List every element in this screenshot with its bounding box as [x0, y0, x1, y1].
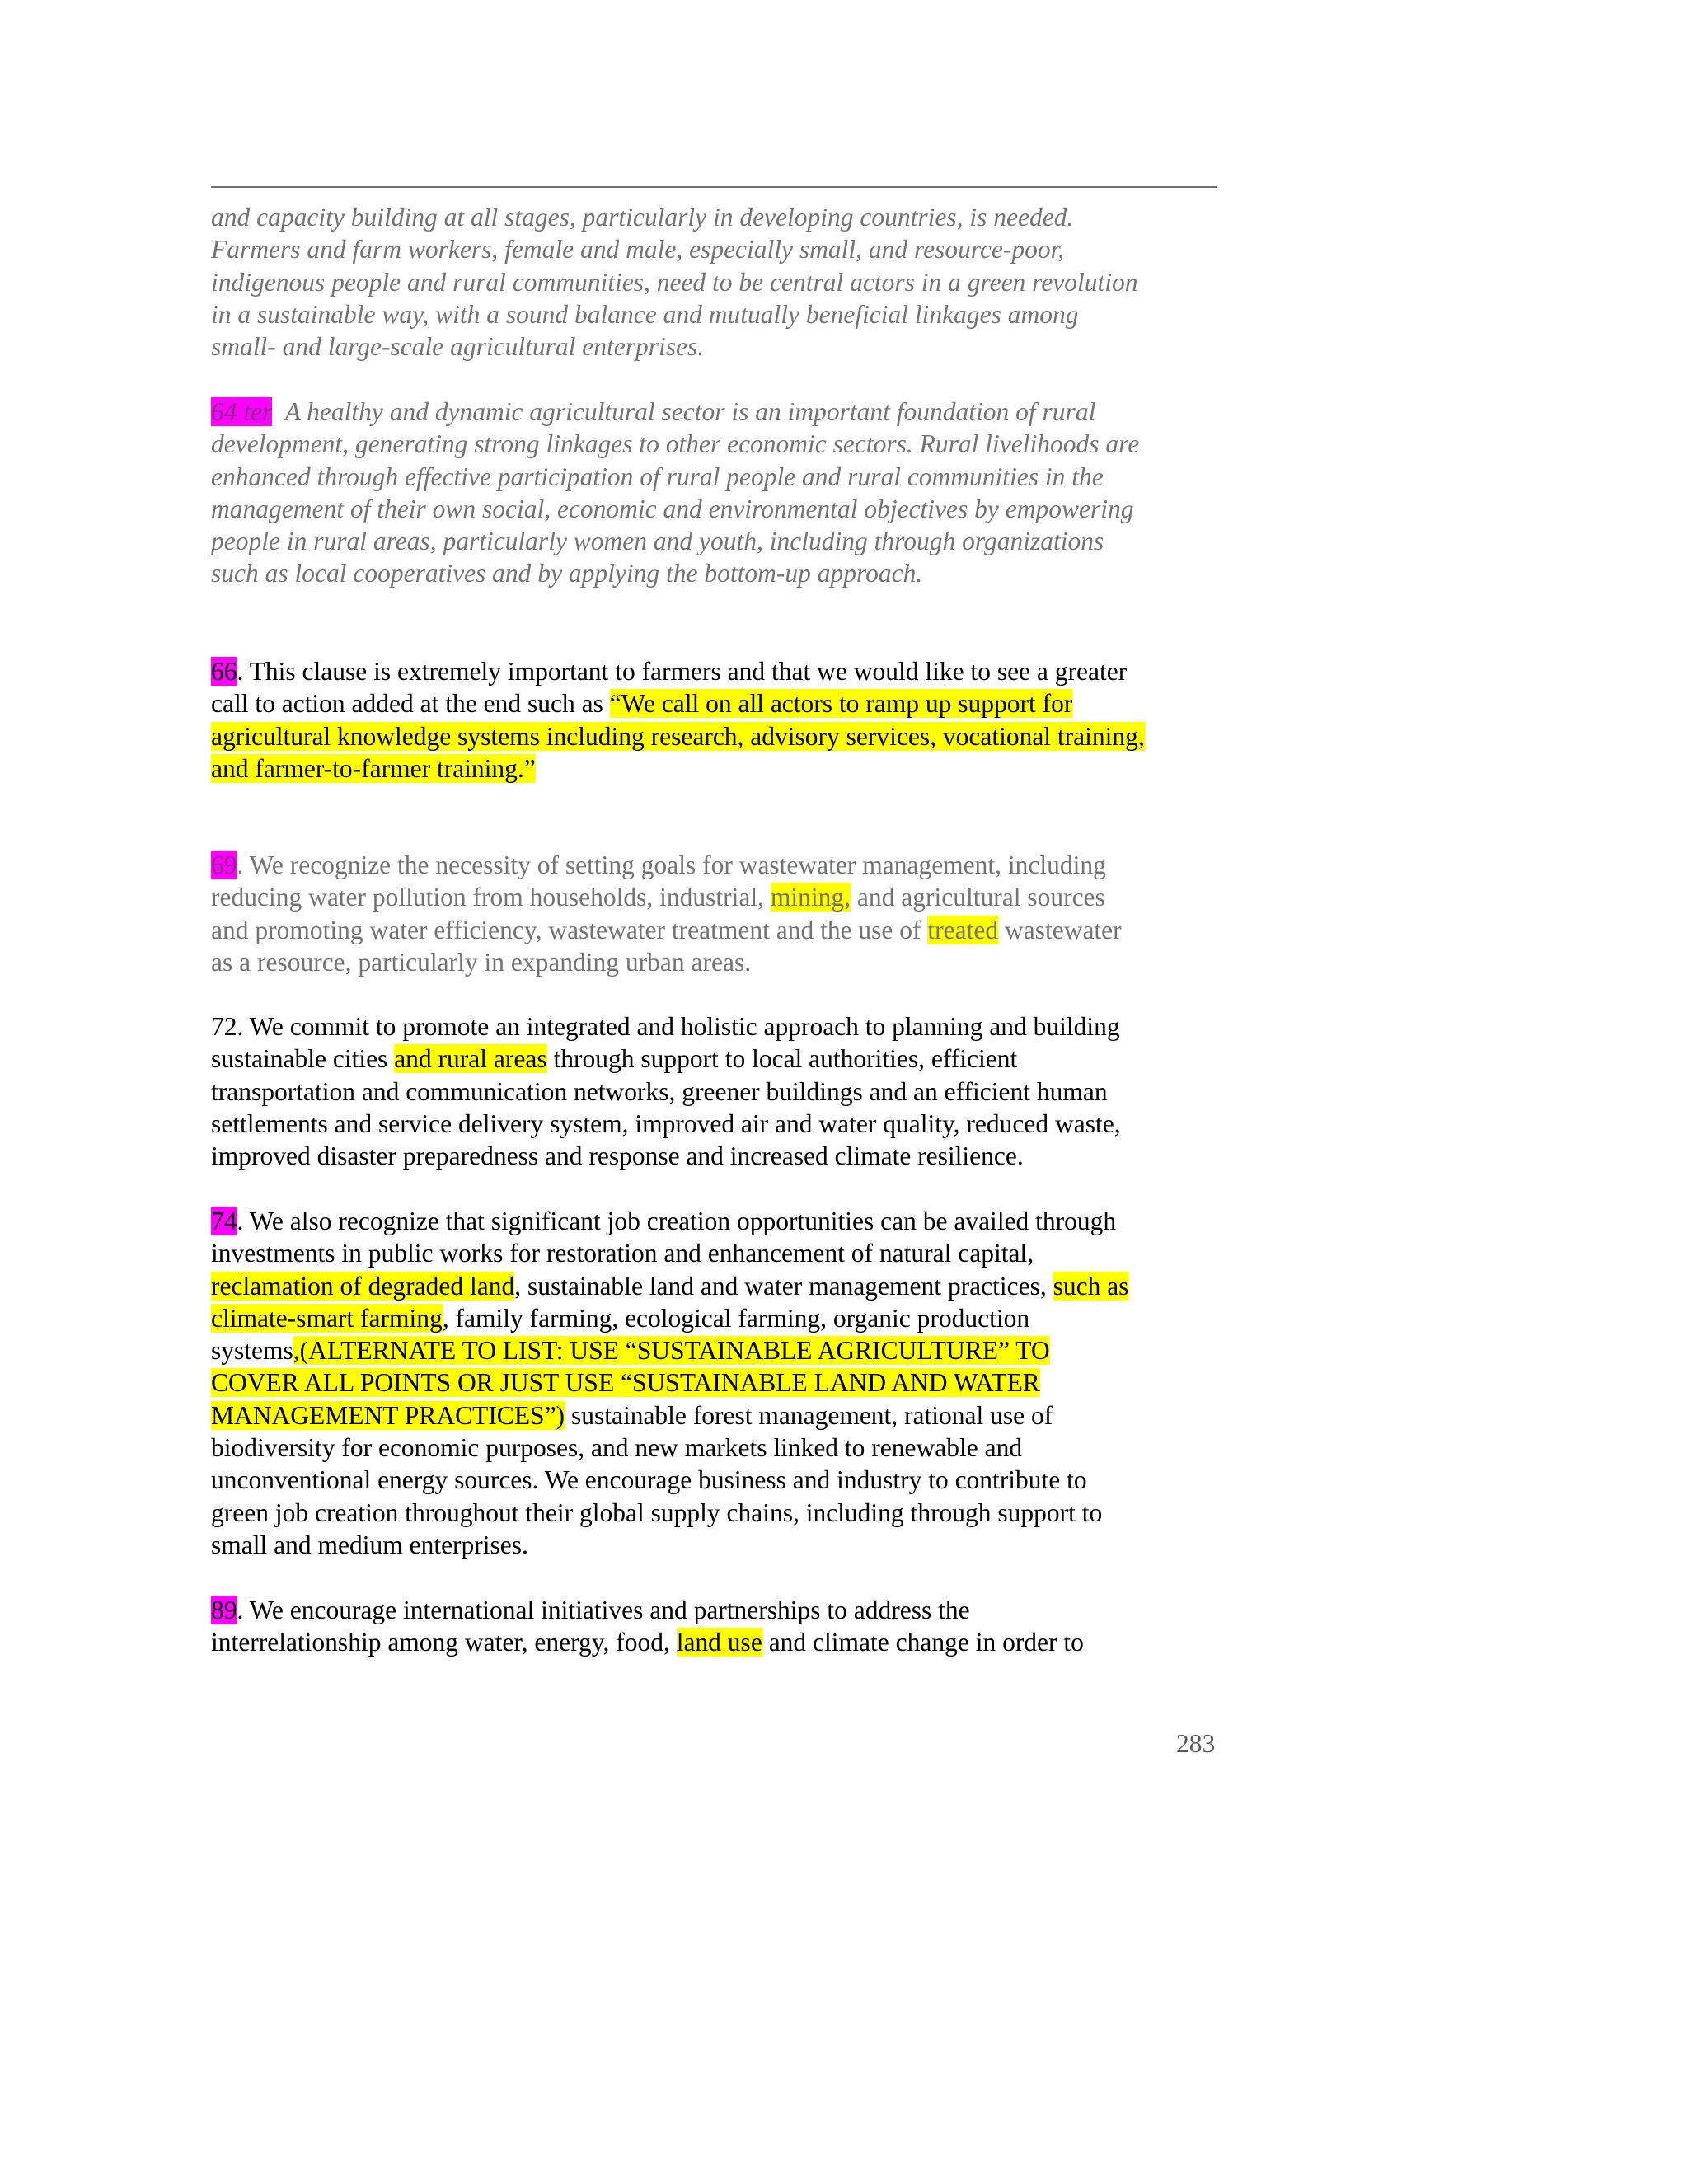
highlighted-text: agricultural knowledge systems including research, advisory services, vocational training,: [211, 721, 1145, 751]
text-line: as a resource, particularly in expanding urban areas.: [211, 947, 752, 977]
highlighted-text: COVER ALL POINTS OR JUST USE “SUSTAINABLE LAND AND WATER: [211, 1368, 1040, 1398]
text-line: enhanced through effective participation of rural people and rural communities in the: [211, 462, 1104, 491]
text-segment: wastewater: [998, 915, 1122, 944]
highlighted-text: reclamation of degraded land: [211, 1271, 515, 1301]
paragraph-69: [211, 849, 1225, 978]
footnote-separator-rule: [211, 186, 1217, 188]
text-segment: , family farming, ecological farming, organic production: [442, 1303, 1030, 1333]
text-line: [211, 1270, 1225, 1302]
text-segment: and promoting water efficiency, wastewater treatment and the use of: [211, 915, 928, 944]
text-line: in a sustainable way, with a sound balance and mutually beneficial linkages among: [211, 299, 1079, 329]
text-line: settlements and service delivery system, improved air and water quality, reduced waste,: [211, 1108, 1121, 1138]
text-line: biodiversity for economic purposes, and new markets linked to renewable and: [211, 1433, 1023, 1463]
text-line: such as local cooperatives and by applying the bottom-up approach.: [211, 559, 923, 588]
text-line: green job creation throughout their global supply chains, including through support to: [211, 1497, 1103, 1527]
text-line: [211, 914, 1225, 946]
paragraph-number-highlight: 64 ter: [211, 397, 273, 426]
text-line: [211, 752, 1225, 785]
text-line: Farmers and farm workers, female and male, especially small, and resource-poor,: [211, 235, 1065, 265]
text-segment: and agricultural sources: [851, 883, 1105, 912]
text-line: [211, 1334, 1225, 1366]
text-line: transportation and communication networks, greener buildings and an efficient human: [211, 1076, 1108, 1106]
paragraph-capacity-building: [211, 201, 1225, 363]
text-line: unconventional energy sources. We encourage business and industry to contribute to: [211, 1465, 1087, 1495]
text-line: development, generating strong linkages to other economic sectors. Rural livelihoods are: [211, 429, 1140, 459]
highlighted-text: such as: [1053, 1271, 1129, 1301]
highlighted-text: and farmer-to-farmer training.”: [211, 753, 536, 783]
text-segment: through support to local authorities, efficient: [546, 1044, 1018, 1074]
text-line: small and medium enterprises.: [211, 1530, 528, 1559]
paragraph-number-highlight: 89: [211, 1596, 237, 1624]
text-segment: and climate change in order to: [762, 1628, 1084, 1657]
text-segment: . We encourage international initiatives and partnerships to address the: [237, 1596, 970, 1624]
text-line: [211, 1594, 1225, 1626]
text-line: [211, 687, 1225, 719]
text-line: [211, 1302, 1225, 1334]
text-line: improved disaster preparedness and response and increased climate resilience.: [211, 1141, 1024, 1171]
text-line: [211, 881, 1225, 913]
highlighted-text: MANAGEMENT PRACTICES”): [211, 1400, 565, 1430]
text-segment: sustainable cities: [211, 1044, 395, 1074]
text-line: investments in public works for restoration and enhancement of natural capital,: [211, 1239, 1034, 1268]
text-segment: , sustainable land and water management practices,: [514, 1271, 1053, 1301]
text-line: [211, 1366, 1225, 1399]
highlighted-text: “We call on all actors to ramp up support for: [609, 689, 1073, 719]
text-segment: systems: [211, 1336, 293, 1366]
text-line: [211, 655, 1225, 687]
paragraph-64-ter: [211, 396, 1225, 590]
text-line: [211, 1626, 1225, 1658]
text-line: small- and large-scale agricultural enterprises.: [211, 332, 705, 362]
text-segment: call to action added at the end such as: [211, 689, 610, 719]
paragraph-number-highlight: 74: [211, 1207, 237, 1235]
text-segment: . We recognize the necessity of setting goals for wastewater management, including: [237, 851, 1106, 879]
highlighted-text: mining,: [770, 883, 851, 912]
text-line: [211, 1205, 1225, 1237]
highlighted-text: treated: [927, 915, 999, 944]
page-number: 283: [1176, 1729, 1216, 1758]
text-segment: . This clause is extremely important to farmers and that we would like to see a greater: [237, 657, 1128, 686]
highlighted-text: and rural areas: [394, 1044, 547, 1074]
text-line: and capacity building at all stages, particularly in developing countries, is needed.: [211, 203, 1074, 232]
highlighted-text: ,(ALTERNATE TO LIST: USE “SUSTAINABLE AGRICULTURE” TO: [293, 1336, 1050, 1366]
paragraph-number-highlight: 69: [211, 851, 237, 879]
text-segment: A healthy and dynamic agricultural sector is an important foundation of rural: [284, 397, 1096, 426]
paragraph-74: [211, 1205, 1225, 1561]
paragraph-72: [211, 1010, 1225, 1172]
paragraph-number-highlight: 66: [211, 657, 237, 686]
text-segment: interrelationship among water, energy, food,: [211, 1628, 677, 1657]
text-line: indigenous people and rural communities, need to be central actors in a green revolution: [211, 267, 1138, 297]
text-segment: . We also recognize that significant job creation opportunities can be availed through: [237, 1207, 1117, 1235]
text-line: [211, 1399, 1225, 1432]
paragraph-89: [211, 1594, 1225, 1659]
text-line: [211, 720, 1225, 752]
text-line: people in rural areas, particularly women and youth, including through organizations: [211, 527, 1104, 556]
highlighted-text: climate-smart farming: [211, 1303, 443, 1333]
text-line: 72. We commit to promote an integrated and holistic approach to planning and building: [211, 1012, 1120, 1041]
paragraph-66: [211, 655, 1225, 785]
text-line: [211, 1043, 1225, 1075]
text-line: [211, 396, 1225, 428]
highlighted-text: land use: [676, 1628, 762, 1657]
text-line: [211, 849, 1225, 881]
text-line: management of their own social, economic and environmental objectives by empowering: [211, 494, 1134, 523]
text-segment: reducing water pollution from households, industrial,: [211, 883, 771, 912]
text-segment: sustainable forest management, rational use of: [565, 1400, 1053, 1430]
